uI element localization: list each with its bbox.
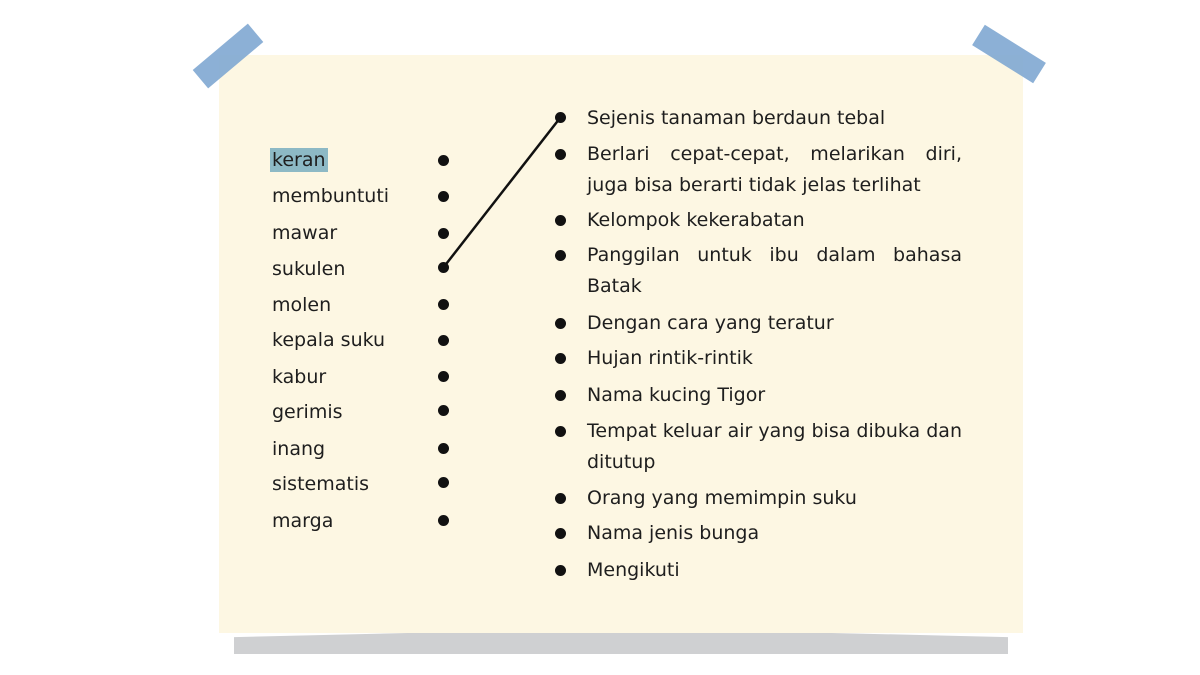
- word-kepala-suku[interactable]: kepala suku: [272, 329, 386, 351]
- definition-item: Dengan cara yang teratur: [587, 312, 834, 334]
- word-marga[interactable]: marga: [272, 510, 334, 532]
- word-gerimis[interactable]: gerimis: [272, 401, 343, 423]
- definition-item: Kelompok kekerabatan: [587, 209, 805, 231]
- definition-item: Panggilan untuk ibu dalam bahasa Batak: [587, 244, 962, 297]
- word-sukulen[interactable]: sukulen: [272, 258, 346, 280]
- definition-item: Mengikuti: [587, 559, 680, 581]
- definition-item: Nama jenis bunga: [587, 522, 760, 544]
- definition-item: Sejenis tanaman berdaun tebal: [587, 107, 886, 129]
- word-kabur[interactable]: kabur: [272, 366, 327, 388]
- word-sistematis[interactable]: sistematis: [272, 473, 369, 495]
- definition-item: Tempat keluar air yang bisa dibuka dan ditutup: [587, 420, 962, 473]
- match-line: [443, 118, 560, 268]
- word-membuntuti[interactable]: membuntuti: [272, 185, 390, 207]
- word-keran[interactable]: keran: [272, 149, 326, 171]
- definition-item: Hujan rintik-rintik: [587, 347, 753, 369]
- definition-item: Berlari cepat-cepat, melarikan diri, juga bisa berarti tidak jelas terlihat: [587, 143, 962, 196]
- definition-item: Orang yang memimpin suku: [587, 487, 857, 509]
- word-inang[interactable]: inang: [272, 438, 326, 460]
- word-molen[interactable]: molen: [272, 294, 332, 316]
- word-mawar[interactable]: mawar: [272, 222, 338, 244]
- definition-item: Nama kucing Tigor: [587, 384, 766, 406]
